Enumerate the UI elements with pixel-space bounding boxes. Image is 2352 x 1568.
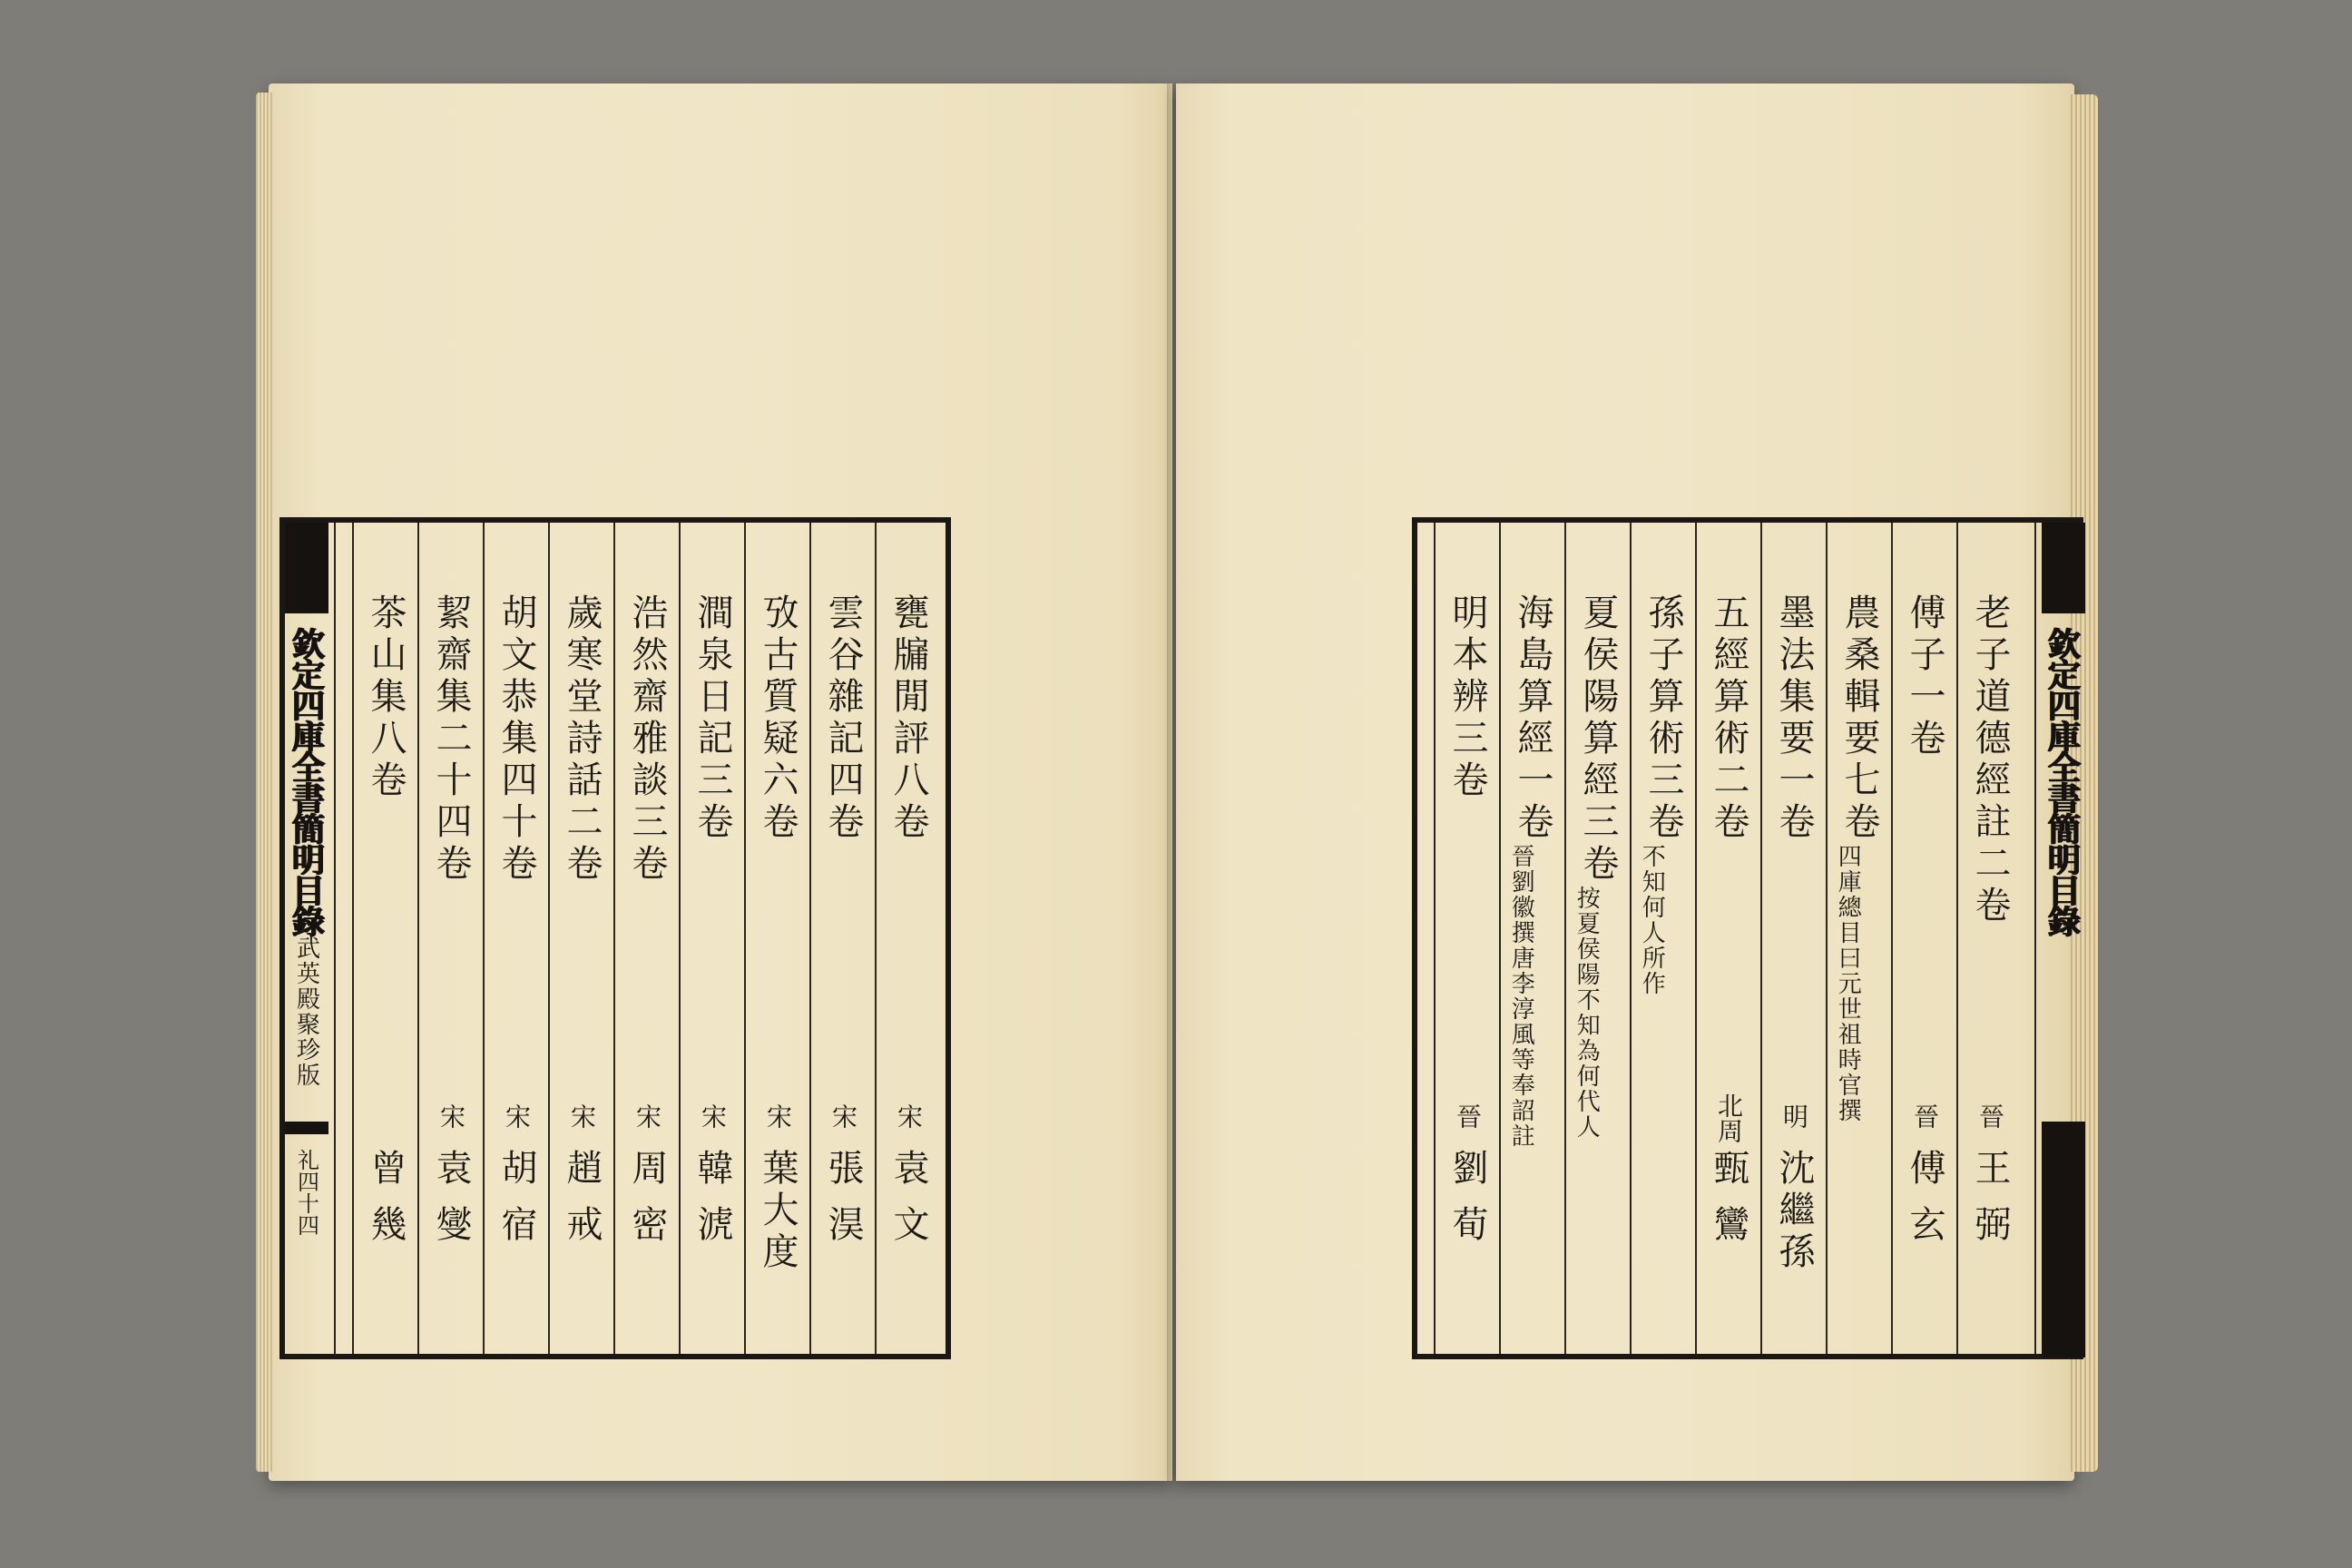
left-banxin (279, 523, 336, 1354)
left-page-edge (256, 93, 272, 1472)
entry-column (483, 523, 548, 1354)
entry-dynasty: 宋 (632, 1103, 662, 1129)
left-banxin-folio: 礼四十四 (293, 1149, 319, 1236)
right-banxin-title: 欽定四庫全書簡明目錄 (2043, 627, 2082, 936)
entry-title: 墨法集要一卷 (1773, 593, 1815, 844)
entry-column (1891, 523, 1956, 1354)
entry-title: 浩然齋雅談三卷 (626, 593, 668, 886)
entry-dynasty: 晉 (1910, 1103, 1940, 1129)
entry-column (1630, 523, 1695, 1354)
entry-author: 袁文 (887, 1149, 929, 1261)
entry-title: 夏侯陽算經三卷 (1577, 593, 1619, 886)
right-printed-frame (1412, 517, 2083, 1359)
entry-dynasty: 宋 (567, 1103, 597, 1129)
entry-column (1956, 523, 2022, 1354)
entry-column (875, 523, 940, 1354)
entry-column (548, 523, 613, 1354)
entry-author: 周密 (626, 1149, 668, 1261)
entry-column (1499, 523, 1564, 1354)
entry-dynasty: 晉 (1975, 1103, 2005, 1129)
entry-title: 五經算術二卷 (1708, 593, 1749, 844)
entry-author: 沈繼孫 (1773, 1149, 1815, 1274)
left-page (269, 83, 1172, 1481)
entry-title: 茶山集八卷 (365, 593, 407, 802)
entry-dynasty: 北周 (1714, 1093, 1744, 1143)
entry-author: 胡宿 (495, 1149, 537, 1261)
entry-author: 傅玄 (1904, 1149, 1945, 1261)
entry-column (613, 523, 679, 1354)
entry-title: 明本辨三卷 (1446, 593, 1488, 802)
entry-dynasty: 宋 (828, 1103, 858, 1129)
entry-author: 張淏 (822, 1149, 864, 1261)
entry-title: 孫子算術三卷 (1642, 593, 1684, 844)
entry-author: 曾幾 (365, 1149, 407, 1261)
entry-column (809, 523, 875, 1354)
entry-author: 甄鸞 (1708, 1149, 1749, 1261)
right-banxin-bottom-block (2042, 1122, 2085, 1357)
entry-title: 雲谷雜記四卷 (822, 593, 864, 844)
entry-dynasty: 宋 (502, 1103, 532, 1129)
entry-author: 葉大度 (757, 1149, 799, 1274)
entry-author: 韓淲 (691, 1149, 733, 1261)
entry-column (744, 523, 809, 1354)
entry-dynasty: 宋 (436, 1103, 466, 1129)
left-banxin-fishtail (285, 1122, 328, 1134)
entry-column (1434, 523, 1499, 1354)
entry-dynasty: 宋 (698, 1103, 728, 1129)
entry-title: 澗泉日記三卷 (691, 593, 733, 844)
entry-title: 絜齋集二十四卷 (430, 593, 472, 886)
entry-title: 歲寒堂詩話二卷 (561, 593, 603, 886)
entry-column (1564, 523, 1630, 1354)
entry-column (1826, 523, 1891, 1354)
open-book (269, 83, 2082, 1481)
entry-annotation: 四庫總目曰元世祖時官撰 (1834, 844, 1862, 1123)
entry-annotation: 不知何人所作 (1638, 844, 1666, 996)
left-printed-frame (279, 517, 951, 1359)
entry-column (679, 523, 744, 1354)
entry-dynasty: 明 (1779, 1103, 1809, 1129)
entry-dynasty: 宋 (763, 1103, 793, 1129)
entry-annotation: 晉劉徽撰唐李淳風等奉詔註 (1507, 844, 1535, 1149)
entry-title: 傅子一卷 (1904, 593, 1945, 760)
entry-author: 王弼 (1969, 1149, 2011, 1261)
entry-column (417, 523, 483, 1354)
entry-column (1760, 523, 1826, 1354)
entry-title: 甕牖閒評八卷 (887, 593, 929, 844)
entry-author: 袁燮 (430, 1149, 472, 1261)
left-banxin-press: 武英殿聚珍版 (292, 936, 320, 1088)
entry-title: 攷古質疑六卷 (757, 593, 799, 844)
entry-annotation: 按夏侯陽不知為何代人 (1573, 886, 1601, 1140)
entry-dynasty: 宋 (894, 1103, 924, 1129)
entry-title: 胡文恭集四十卷 (495, 593, 537, 886)
entry-title: 老子道德經註二卷 (1969, 593, 2011, 927)
right-banxin-top-block (2042, 523, 2085, 613)
entry-author: 劉荀 (1446, 1149, 1488, 1261)
entry-title: 農桑輯要七卷 (1838, 593, 1880, 844)
left-banxin-top-block (285, 523, 328, 613)
entry-column (1695, 523, 1760, 1354)
left-banxin-title: 欽定四庫全書簡明目錄 (287, 627, 326, 936)
entry-dynasty: 晉 (1453, 1103, 1483, 1129)
entry-author: 趙戒 (561, 1149, 603, 1261)
entry-column (352, 523, 417, 1354)
right-banxin (2034, 523, 2089, 1354)
entry-title: 海島算經一卷 (1512, 593, 1553, 844)
